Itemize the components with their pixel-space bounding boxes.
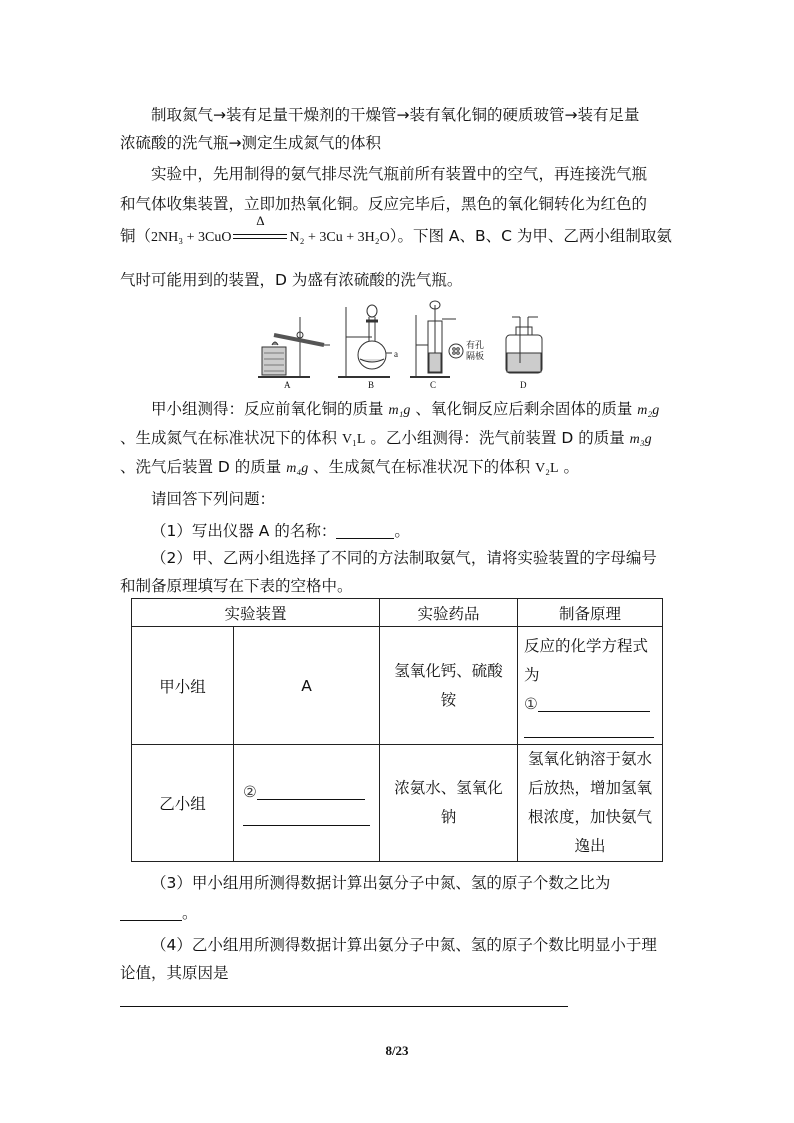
questions-intro: 请回答下列问题： (151, 490, 276, 508)
question-4-answer-line[interactable] (120, 1006, 568, 1007)
row2-principle (518, 745, 663, 862)
measure-text-4: 。乙小组测得：洗气前装置 D 的质量 (365, 429, 630, 447)
row2-apparatus (234, 745, 380, 862)
measure-text-2: 、氧化铜反应后剩余固体的质量 (410, 400, 638, 418)
row2-reagents (380, 745, 518, 862)
para-2-line-3-suffix: ）。下图 A、B、C 为甲、乙两小组制取氨 (389, 227, 672, 245)
apparatus-label-a-arrow: a (394, 349, 398, 359)
var-m3: m₃g (629, 432, 652, 447)
header-principle: 制备原理 (518, 599, 663, 627)
table-header-row (132, 599, 663, 627)
apparatus-figure (250, 297, 550, 391)
apparatus-label-d: D (520, 380, 527, 390)
header-reagents: 实验药品 (380, 599, 518, 627)
row1-principle (518, 627, 663, 745)
row2-answer-blank-2[interactable] (243, 825, 370, 826)
var-m4: m₄g (286, 461, 309, 476)
apparatus-b (338, 305, 392, 377)
porous-plate-label-2: 隔板 (466, 351, 485, 361)
measure-line-1 (151, 398, 659, 422)
apparatus-label-a: A (284, 380, 291, 390)
var-v2: V₂L (535, 461, 559, 476)
apparatus-d (506, 317, 542, 373)
equation-arrow (231, 212, 289, 244)
measure-text-3: 、生成氮气在标准状况下的体积 (120, 429, 342, 447)
para-2-line-4: 气时可能用到的装置，D 为盛有浓硫酸的洗气瓶。 (120, 271, 463, 289)
question-4-line-1: （4）乙小组用所测得数据计算出氨分子中氮、氢的原子个数比明显小于理 (151, 936, 657, 954)
row2-principle-line-1: 氢氧化钠溶于氨水 (527, 750, 652, 768)
question-3-line-1: （3）甲小组用所测得数据计算出氨分子中氮、氢的原子个数之比为 (151, 874, 611, 892)
row1-blank-mark: ① (524, 695, 538, 713)
para-2-line-1: 实验中，先用制得的氨气排尽洗气瓶前所有装置中的空气，再连接洗气瓶 (151, 165, 648, 183)
row2-principle-line-3: 根浓度，加快氨气 (527, 808, 652, 826)
row2-answer-blank-1[interactable] (257, 799, 365, 800)
header-apparatus: 实验装置 (132, 599, 380, 627)
measure-text-1: 甲小组测得：反应前氧化铜的质量 (151, 400, 389, 418)
question-2-line-2: 和制备原理填写在下表的空格中。 (120, 577, 353, 595)
apparatus-label-c: C (430, 380, 437, 390)
row1-apparatus: A (234, 627, 380, 745)
apparatus-c (410, 301, 463, 377)
question-1-end: 。 (394, 522, 410, 540)
row2-blank-2 (243, 807, 379, 829)
question-1-answer-blank[interactable] (336, 538, 394, 539)
porous-plate-label-1: 有孔 (466, 340, 485, 350)
table-row-group-a (132, 627, 663, 745)
apparatus-label-b: B (368, 380, 375, 390)
page-number: 8/23 (385, 1043, 409, 1058)
measure-line-2 (120, 427, 652, 451)
row2-principle-line-2: 后放热，增加氢氧 (527, 779, 652, 797)
question-3-end: 。 (182, 904, 198, 922)
measure-line-3 (120, 456, 579, 480)
row2-group: 乙小组 (132, 745, 234, 862)
para-2-line-2: 和气体收集装置，立即加热氧化铜。反应完毕后，黑色的氧化铜转化为红色的 (120, 195, 648, 213)
row1-answer-blank-1[interactable] (538, 711, 650, 712)
para-1-line-1: 制取氮气→装有足量干燥剂的干燥管→装有氧化铜的硬质玻管→装有足量 (151, 106, 640, 124)
equation-lhs: 2NH₃ + 3CuO (151, 230, 232, 245)
para-1-line-2: 浓硫酸的洗气瓶→测定生成氮气的体积 (120, 134, 381, 152)
measure-text-7: 。 (558, 458, 580, 476)
var-m1: m₁g (388, 403, 411, 418)
row1-reagents (380, 627, 518, 745)
row1-principle-line-1: 反应的化学方程式 (524, 637, 649, 655)
measure-text-5: 、洗气后装置 D 的质量 (120, 458, 287, 476)
apparatus-a (258, 317, 330, 377)
question-3-line-2 (120, 902, 198, 924)
row1-reagents-line-1: 氢氧化钙、硫酸 (394, 661, 503, 680)
measure-text-6: 、生成氮气在标准状况下的体积 (308, 458, 536, 476)
row1-answer-blank-2[interactable] (524, 737, 654, 738)
table-row-group-b (132, 745, 663, 862)
row2-reagents-line-1: 浓氨水、氢氧化 (394, 779, 503, 797)
equation-rhs: N₂ + 3Cu + 3H₂O (289, 230, 390, 245)
row2-blank-mark: ② (243, 782, 257, 801)
row1-blank-2 (524, 719, 662, 739)
row2-reagents-line-2: 钠 (440, 808, 457, 826)
row2-blank-1 (243, 778, 379, 807)
question-1 (151, 520, 410, 542)
answer-table (131, 598, 663, 862)
row1-blank-1 (524, 690, 662, 719)
equation-condition: Δ (256, 212, 265, 228)
row1-reagents-line-2: 铵 (440, 690, 457, 709)
var-v1: V₁L (341, 432, 366, 447)
row2-principle-line-4: 逸出 (574, 837, 606, 855)
question-1-text: （1）写出仪器 A 的名称： (151, 522, 337, 540)
row1-group: 甲小组 (132, 627, 234, 745)
row1-principle-line-2: 为 (524, 666, 540, 684)
var-m2: m₂g (637, 403, 660, 418)
para-2-line-3 (120, 212, 672, 249)
question-2-line-1: （2）甲、乙两小组选择了不同的方法制取氨气，请将实验装置的字母编号 (151, 549, 657, 567)
question-3-answer-blank[interactable] (120, 920, 182, 921)
para-2-line-3-prefix: 铜（ (120, 227, 152, 245)
question-4-line-2: 论值，其原因是 (120, 964, 229, 982)
